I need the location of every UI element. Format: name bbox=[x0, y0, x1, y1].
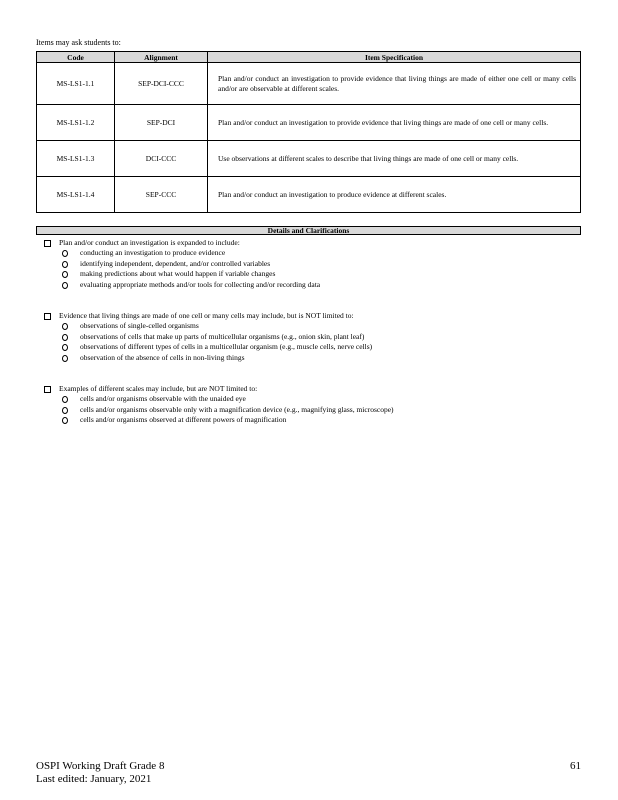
footer-last-edited: Last edited: January, 2021 bbox=[36, 773, 152, 785]
circle-bullet-icon bbox=[62, 250, 68, 257]
list-item-text: observations of single-celled organisms bbox=[80, 321, 199, 331]
section-lead-text: Examples of different scales may include, but are NOT limited to: bbox=[59, 384, 258, 393]
code-cell: MS-LS1-1.1 bbox=[37, 63, 115, 105]
alignment-cell: SEP-CCC bbox=[115, 177, 208, 213]
code-header: Code bbox=[37, 52, 115, 63]
circle-bullet-icon bbox=[62, 396, 68, 403]
list-item-text: observations of cells that make up parts of multicellular organisms (e.g., onion skin, plant leaf) bbox=[80, 331, 365, 341]
list-item-text: identifying independent, dependent, and/or controlled variables bbox=[80, 258, 271, 268]
details-section bbox=[44, 384, 574, 426]
spec-cell: Use observations at different scales to describe that living things are made of one cell or many cells. bbox=[208, 141, 581, 177]
item-spec-header: Item Specification bbox=[208, 52, 581, 63]
code-cell: MS-LS1-1.3 bbox=[37, 141, 115, 177]
list-item-text: evaluating appropriate methods and/or tools for collecting and/or recording data bbox=[80, 279, 321, 289]
section-lead-text: Plan and/or conduct an investigation is expanded to include: bbox=[59, 238, 240, 247]
list-item bbox=[44, 353, 574, 363]
square-bullet-icon bbox=[44, 313, 51, 320]
circle-bullet-icon bbox=[62, 407, 68, 414]
spec-cell: Plan and/or conduct an investigation to provide evidence that living things are made of either one cell or many cells and/or are observable at different scales. bbox=[208, 63, 581, 105]
table-header-row bbox=[37, 52, 581, 63]
footer-draft-label: OSPI Working Draft Grade 8 bbox=[36, 760, 165, 772]
list-item-text: observations of different types of cells in a multicellular organism (e.g., muscle cells, nerve cells) bbox=[80, 342, 373, 352]
alignment-header: Alignment bbox=[115, 52, 208, 63]
circle-bullet-icon bbox=[62, 344, 68, 351]
page-number: 61 bbox=[570, 760, 581, 772]
table-row bbox=[37, 63, 581, 105]
details-section bbox=[44, 238, 574, 290]
code-cell: MS-LS1-1.4 bbox=[37, 177, 115, 213]
details-header: Details and Clarifications bbox=[36, 226, 581, 235]
list-item bbox=[44, 248, 574, 258]
list-item-text: cells and/or organisms observable with the unaided eye bbox=[80, 394, 246, 404]
list-item bbox=[44, 405, 574, 415]
square-bullet-icon bbox=[44, 240, 51, 247]
list-item bbox=[44, 321, 574, 331]
footer bbox=[36, 760, 164, 786]
circle-bullet-icon bbox=[62, 261, 68, 268]
circle-bullet-icon bbox=[62, 334, 68, 341]
code-cell: MS-LS1-1.2 bbox=[37, 105, 115, 141]
circle-bullet-icon bbox=[62, 323, 68, 330]
table-row bbox=[37, 141, 581, 177]
alignment-cell: SEP-DCI-CCC bbox=[115, 63, 208, 105]
list-item bbox=[44, 259, 574, 269]
list-item-text: cells and/or organisms observed at different powers of magnification bbox=[80, 415, 287, 425]
list-item bbox=[44, 269, 574, 279]
alignment-cell: SEP-DCI bbox=[115, 105, 208, 141]
list-item bbox=[44, 415, 574, 425]
details-section bbox=[44, 311, 574, 363]
section-lead bbox=[44, 384, 574, 394]
spec-cell: Plan and/or conduct an investigation to produce evidence at different scales. bbox=[208, 177, 581, 213]
table-row bbox=[37, 177, 581, 213]
circle-bullet-icon bbox=[62, 417, 68, 424]
intro-text: Items may ask students to: bbox=[36, 38, 121, 47]
list-item bbox=[44, 342, 574, 352]
circle-bullet-icon bbox=[62, 282, 68, 289]
table-row bbox=[37, 105, 581, 141]
section-lead bbox=[44, 311, 574, 321]
list-item bbox=[44, 332, 574, 342]
alignment-cell: DCI-CCC bbox=[115, 141, 208, 177]
list-item-text: conducting an investigation to produce evidence bbox=[80, 248, 226, 258]
item-spec-table bbox=[36, 51, 581, 213]
section-lead bbox=[44, 238, 574, 248]
list-item bbox=[44, 394, 574, 404]
list-item-text: observation of the absence of cells in non-living things bbox=[80, 352, 245, 362]
list-item-text: cells and/or organisms observable only with a magnification device (e.g., magnifying glass, microscope) bbox=[80, 404, 394, 414]
spec-cell: Plan and/or conduct an investigation to provide evidence that living things are made of one cell or many cells. bbox=[208, 105, 581, 141]
circle-bullet-icon bbox=[62, 355, 68, 362]
list-item bbox=[44, 280, 574, 290]
list-item-text: making predictions about what would happen if variable changes bbox=[80, 269, 276, 279]
section-lead-text: Evidence that living things are made of one cell or many cells may include, but is NOT limited to: bbox=[59, 311, 354, 320]
circle-bullet-icon bbox=[62, 271, 68, 278]
square-bullet-icon bbox=[44, 386, 51, 393]
